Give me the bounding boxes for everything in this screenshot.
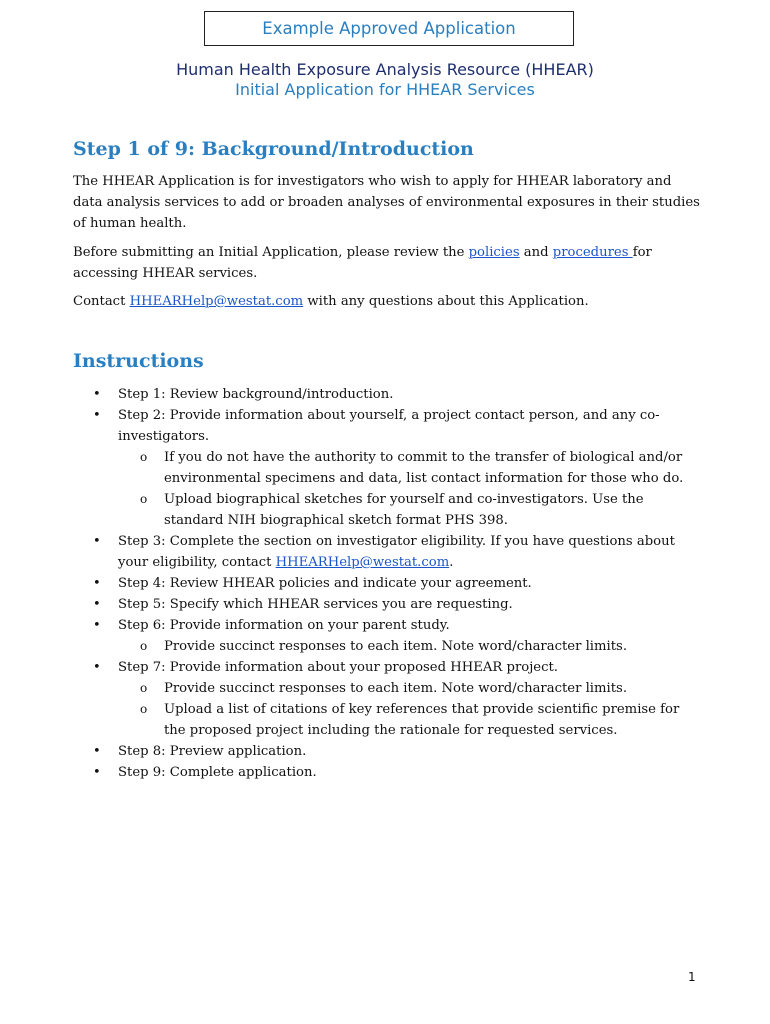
document-subtitle: Initial Application for HHEAR Services: [235, 80, 535, 99]
list-item: • Step 5: Specify which HHEAR services you are requesting.: [73, 594, 703, 615]
intro-paragraph: The HHEAR Application is for investigators who wish to apply for HHEAR laboratory and data analysis services to add or broaden analyses of environmental exposures in their studies of human health.: [73, 174, 700, 231]
policies-link[interactable]: policies: [468, 245, 520, 260]
bullet-icon: •: [93, 597, 101, 612]
sub-bullet-icon: o: [140, 492, 148, 506]
list-item: • Step 8: Preview application.: [73, 741, 703, 762]
sub-list-item: o Provide succinct responses to each item. Note word/character limits.: [118, 678, 703, 699]
contact-paragraph: Contact HHEARHelp@westat.com with any questions about this Application.: [73, 294, 589, 309]
instructions-heading: Instructions: [73, 350, 204, 372]
sub-list-item: o Provide succinct responses to each item. Note word/character limits.: [118, 636, 703, 657]
bullet-icon: •: [93, 765, 101, 780]
bullet-icon: •: [93, 618, 101, 633]
sub-list-item: o Upload biographical sketches for yourself and co-investigators. Use the standard NIH biographical sketch format PHS 398.: [118, 489, 703, 531]
step-heading: Step 1 of 9: Background/Introduction: [73, 138, 474, 160]
page-number: 1: [688, 970, 696, 984]
sub-bullet-icon: o: [140, 450, 148, 464]
contact-email-link[interactable]: HHEARHelp@westat.com: [129, 294, 304, 309]
list-item: • Step 9: Complete application.: [73, 762, 703, 783]
sub-list-item: o If you do not have the authority to commit to the transfer of biological and/or environmental specimens and data, list contact information for those who do.: [118, 447, 703, 489]
sub-bullet-icon: o: [140, 681, 148, 695]
example-approved-banner: Example Approved Application: [204, 11, 574, 46]
instructions-list: [73, 384, 703, 783]
procedures-link[interactable]: procedures: [552, 245, 633, 260]
bullet-icon: •: [93, 744, 101, 759]
list-item: • Step 3: Complete the section on investigator eligibility. If you have questions about your eligibility, contact HHEARHelp@westat.com.: [73, 531, 703, 573]
eligibility-email-link[interactable]: HHEARHelp@westat.com: [275, 555, 450, 570]
bullet-icon: •: [93, 534, 101, 549]
sub-bullet-icon: o: [140, 702, 148, 716]
review-paragraph: Before submitting an Initial Application, please review the policies and procedures for accessing HHEAR services.: [73, 245, 652, 281]
list-item: • Step 1: Review background/introduction.: [73, 384, 703, 405]
list-item: • Step 4: Review HHEAR policies and indicate your agreement.: [73, 573, 703, 594]
list-item: • Step 2: Provide information about yourself, a project contact person, and any co-investigators. o If you do not have the authority to commit to the transfer of biological and/or environmental specimens and data, list contact information for those who do. o Upload biographical sketches for yourself and co-investigators. Use the standard NIH biographical sketch format PHS 398.: [73, 405, 703, 531]
sub-bullet-icon: o: [140, 639, 148, 653]
list-item: • Step 6: Provide information on your parent study. o Provide succinct responses to each item. Note word/character limits.: [73, 615, 703, 657]
bullet-icon: •: [93, 408, 101, 423]
bullet-icon: •: [93, 576, 101, 591]
document-title: Human Health Exposure Analysis Resource (HHEAR): [176, 60, 594, 79]
sub-list-item: o Upload a list of citations of key references that provide scientific premise for the proposed project including the rationale for requested services.: [118, 699, 703, 741]
list-item: • Step 7: Provide information about your proposed HHEAR project. o Provide succinct responses to each item. Note word/character limits. o Upload a list of citations of key references that provide scientific premise for the proposed project including the rationale for requested services.: [73, 657, 703, 741]
bullet-icon: •: [93, 660, 101, 675]
bullet-icon: •: [93, 387, 101, 402]
